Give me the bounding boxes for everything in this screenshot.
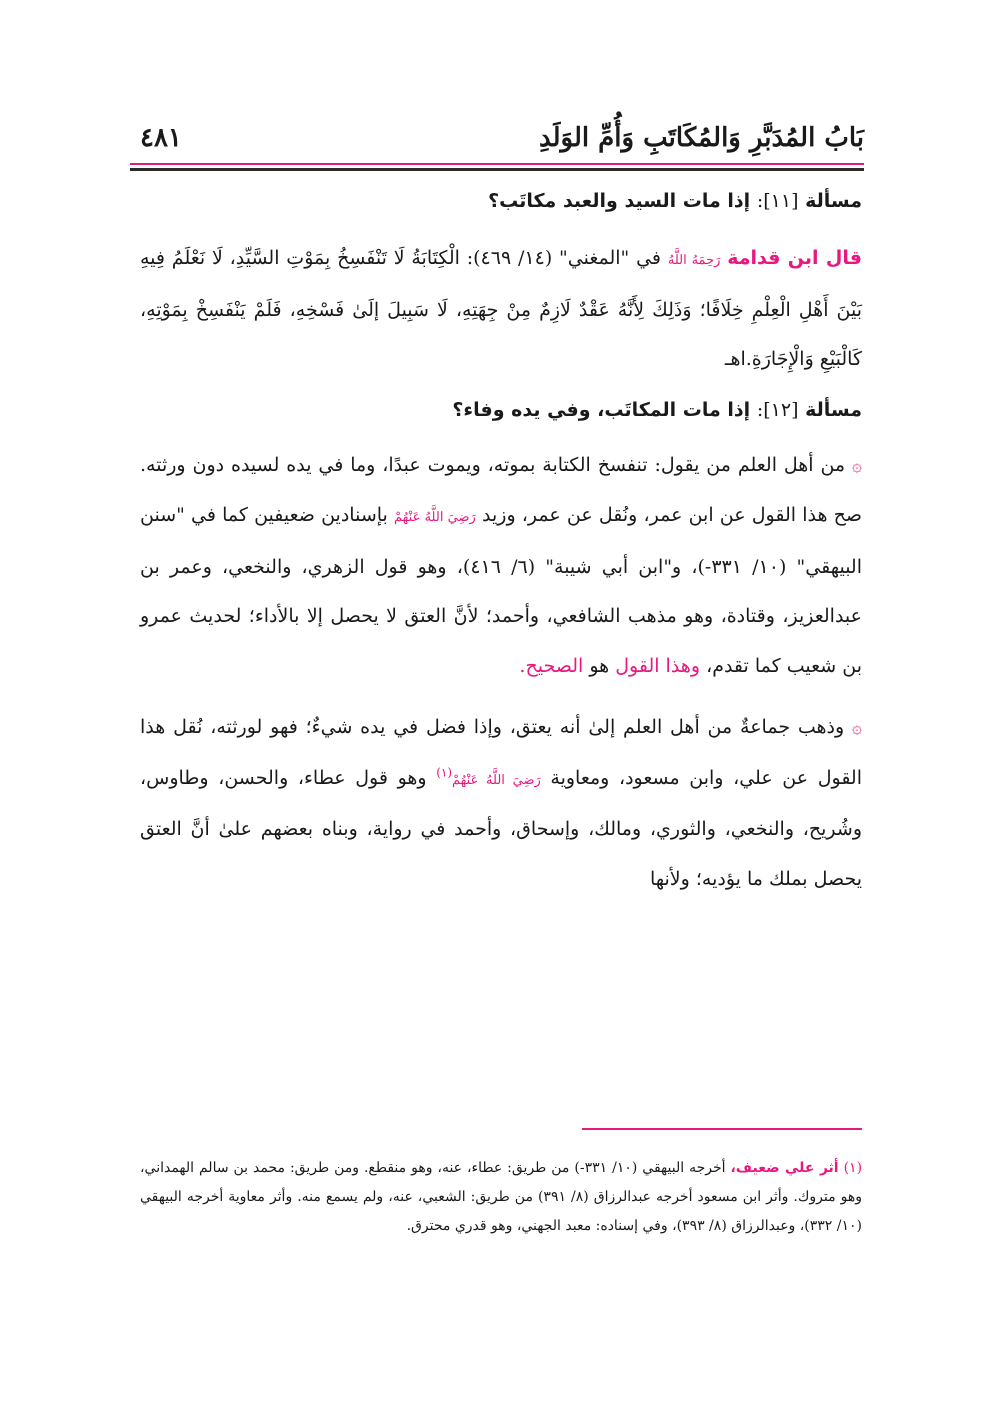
honorific-mark: رَضِيَ اللَّهُ عَنْهُمْ bbox=[452, 772, 541, 788]
issue-title: إذا مات المكاتَب، وفي يده وفاء؟ bbox=[452, 398, 751, 421]
highlighted-text: وهذا القول bbox=[615, 654, 701, 677]
highlighted-text: الصحيح. bbox=[519, 654, 584, 677]
footnote-verdict: أثر علي ضعيف، bbox=[730, 1160, 839, 1176]
body-paragraph bbox=[140, 441, 862, 692]
issue-heading-11 bbox=[140, 188, 862, 214]
footnote-marker: (١) bbox=[843, 1160, 863, 1176]
quote-paragraph bbox=[140, 234, 862, 385]
flower-ornament-icon: ۞ bbox=[852, 718, 862, 738]
flower-ornament-icon: ۞ bbox=[852, 455, 862, 476]
honorific-mark: رَحِمَهُ اللَّهُ bbox=[667, 253, 721, 268]
chapter-title: بَابُ المُدَبَّرِ وَالمُكَاتَبِ وَأُمِّ الوَلَدِ bbox=[538, 123, 864, 153]
paragraph-text: وهو قول عطاء، والحسن، وطاوس، وشُريح، والنخعي، والثوري، ومالك، وإسحاق، وأحمد في رواية، وبناه بعضهم علىٰ أنَّ العتق يحصل بملك ما يؤديه؛ ولأنها bbox=[140, 766, 862, 890]
footnote bbox=[140, 1154, 862, 1241]
issue-title: إذا مات السيد والعبد مكاتَب؟ bbox=[488, 190, 751, 212]
paragraph-text: من أهل العلم من يقول: تنفسخ الكتابة بموته، ويموت عبدًا، وما في يده لسيده دون ورثته. صح هذا القول عن ابن عمر، ونُقل عن عمر، وزيد bbox=[140, 453, 863, 526]
footnote-separator bbox=[582, 1128, 862, 1130]
paragraph-text: هو bbox=[589, 654, 610, 677]
paragraph-text: وذهب جماعةٌ من أهل العلم إلىٰ أنه يعتق، وإذا فضل في يده شيءٌ؛ فهو لورثته، نُقل هذا القول عن علي، وابن مسعود، ومعاوية bbox=[140, 716, 863, 789]
issue-label: مسألة bbox=[805, 190, 862, 212]
quoted-author: قال ابن قدامة bbox=[727, 247, 862, 269]
footnote-reference[interactable]: (١) bbox=[436, 765, 453, 780]
issue-label: مسألة bbox=[805, 398, 862, 421]
body-paragraph bbox=[140, 703, 862, 904]
page-body bbox=[140, 188, 862, 904]
issue-number: [١٢]: bbox=[756, 398, 799, 421]
issue-number: [١١]: bbox=[756, 190, 799, 212]
paragraph-text: بإسنادين ضعيفين كما في "سنن البيهقي" (١٠/ ٣٣١-)، و"ابن أبي شيبة" (٦/ ٤١٦)، وهو قول الزهري، والنخعي، وعمر بن عبدالعزيز، وقتادة، وهو مذهب الشافعي، وأحمد؛ لأنَّ العتق لا يحصل إلا بالأداء؛ لحديث عمرو بن شعيب كما تقدم، bbox=[140, 504, 862, 677]
issue-heading-12 bbox=[140, 397, 862, 423]
footnotes bbox=[140, 1154, 862, 1241]
footnote-text: أخرجه البيهقي (١٠/ ٣٣١-) من طريق: عطاء، عنه، وهو منقطع. ومن طريق: محمد بن سالم الهمداني، وهو متروك. وأثر ابن مسعود أخرجه عبدالرزاق (٨/ ٣٩١) من طريق: الشعبي، عنه، ولم يسمع منه. وأثر معاوية أخرجه البيهقي (١٠/ ٣٣٢)، وعبدالرزاق (٨/ ٣٩٣)، وفي إسناده: معبد الجهني، وهو قدري محترق. bbox=[140, 1160, 863, 1234]
page-number: ٤٨١ bbox=[140, 123, 182, 153]
running-header bbox=[130, 118, 864, 158]
header-rule bbox=[130, 168, 864, 171]
quote-text: في "المغني" (١٤/ ٤٦٩): الْكِتَابَةُ لَا تَنْفَسِخُ بِمَوْتِ السَّيِّدِ، لَا نَعْلَمُ فِيهِ بَيْنَ أَهْلِ الْعِلْمِ خِلَافًا؛ وَذَلِكَ لِأَنَّهُ عَقْدٌ لَازِمٌ مِنْ جِهَتِهِ، لَا سَبِيلَ إلَىٰ فَسْخِهِ، فَلَمْ يَنْفَسِخْ بِمَوْتِهِ، كَالْبَيْعِ وَالْإِجَارَةِ.اهـ bbox=[140, 247, 862, 370]
honorific-mark: رَضِيَ اللَّهُ عَنْهُمْ bbox=[394, 510, 476, 525]
header-rule-accent bbox=[130, 163, 864, 165]
